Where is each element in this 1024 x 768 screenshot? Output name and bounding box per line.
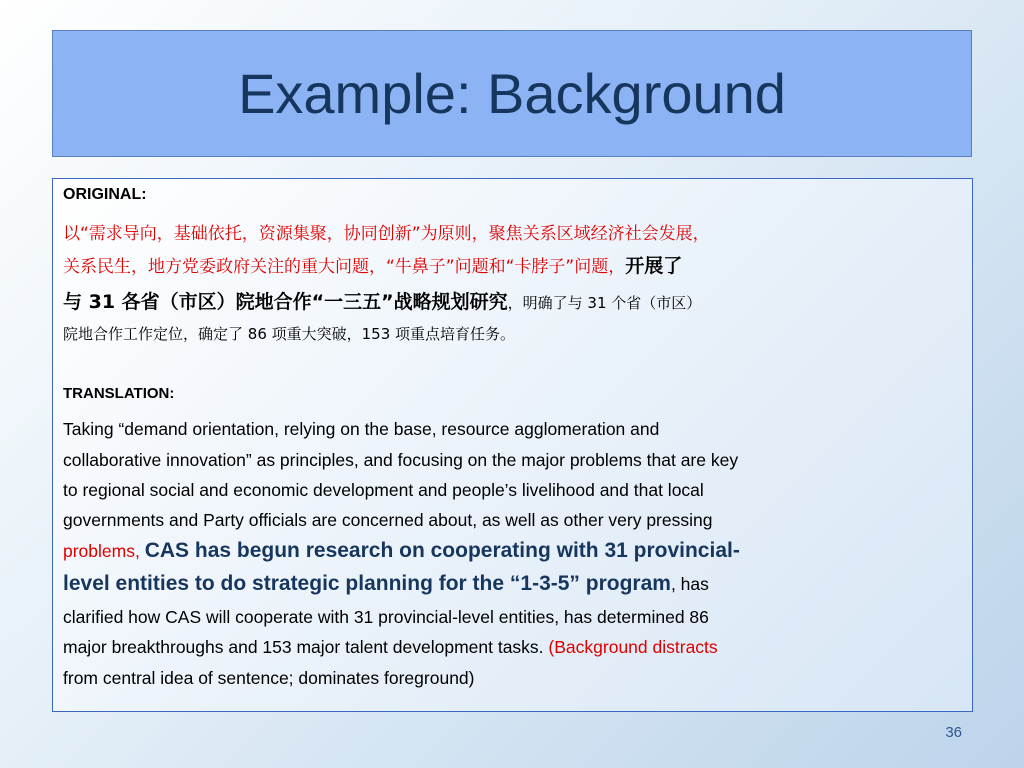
slide-title: Example: Background [238, 62, 786, 125]
translation-line-6-bold: level entities to do strategic planning for the “1-3-5” program [63, 572, 671, 595]
translation-line-3: to regional social and economic development and people’s livelihood and that local [63, 480, 704, 500]
original-line-3-rest: ，明确了与 31 个省（市区） [507, 294, 702, 312]
title-box [52, 30, 972, 157]
translation-line-9: from central idea of sentence; dominates foreground) [63, 668, 475, 688]
translation-line-7: clarified how CAS will cooperate with 31 provincial-level entities, has determined 86 [63, 607, 709, 627]
original-line-4: 院地合作工作定位，确定了 86 项重大突破，153 项重点培育任务。 [63, 325, 516, 343]
original-line-3-bold: 与 31 各省（市区）院地合作“一三五”战略规划研究 [63, 291, 508, 313]
original-line-2-bold: 开展了 [625, 255, 683, 277]
original-line-3 [63, 287, 701, 314]
translation-line-4: governments and Party officials are concerned about, as well as other very pressing [63, 510, 713, 530]
translation-line-2: collaborative innovation” as principles, and focusing on the major problems that are key [63, 450, 739, 470]
original-line-1: 以“需求导向，基础依托，资源集聚，协同创新”为原则，聚焦关系区域经济社会发展， [63, 224, 710, 244]
page-number: 36 [945, 724, 962, 741]
translation-label: TRANSLATION: [63, 385, 175, 402]
original-line-2 [63, 251, 682, 278]
translation-line-6 [63, 572, 709, 596]
translation-line-8 [63, 637, 718, 658]
translation-line-5 [63, 539, 740, 563]
translation-line-8-black: major breakthroughs and 153 major talent development tasks. [63, 637, 549, 657]
translation-line-5-red: problems, [63, 541, 145, 561]
translation-line-5-bold: CAS has begun research on cooperating with 31 provincial- [144, 539, 740, 562]
translation-line-6-rest: , has [670, 574, 709, 594]
translation-line-8-red: (Background distracts [548, 637, 718, 657]
original-line-2-red: 关系民生，地方党委政府关注的重大问题，“牛鼻子”问题和“卡脖子”问题， [63, 257, 626, 277]
content-box [52, 178, 973, 712]
original-label: ORIGINAL: [63, 186, 147, 203]
translation-line-1: Taking “demand orientation, relying on the base, resource agglomeration and [63, 419, 660, 439]
